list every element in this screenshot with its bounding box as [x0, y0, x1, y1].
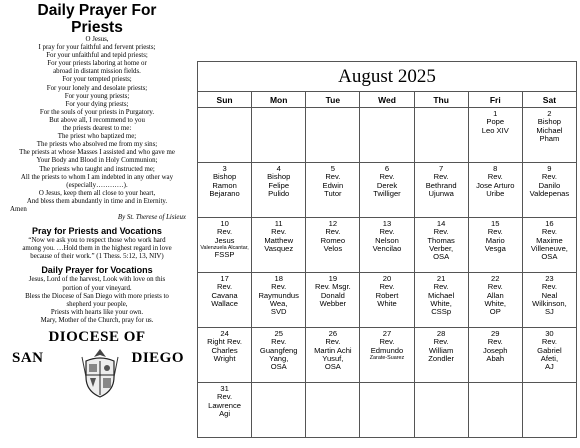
weekday-header: Wed [360, 92, 414, 108]
day-cell [414, 218, 468, 273]
priest-name-line: Bishop [212, 172, 237, 182]
priest-name-line: Rev. [487, 337, 503, 347]
day-number: 7 [439, 164, 444, 173]
weekday-header: Thu [414, 92, 468, 108]
priest-name-line: Rev. [433, 337, 449, 347]
priest-name-line: Derek [376, 180, 398, 190]
calendar-week-row [198, 383, 577, 438]
empty-day-cell [360, 383, 414, 438]
calendar [197, 61, 577, 445]
priest-name-line: CSSp [431, 307, 452, 317]
daily-vocations-line: portion of your vineyard. [62, 284, 132, 292]
day-number: 3 [222, 164, 227, 173]
priest-name-line: Danilo [538, 180, 561, 190]
weekday-header: Sat [522, 92, 576, 108]
daily-vocations-line: Bless the Diocese of San Diego with more priests to [25, 292, 169, 300]
priest-name-line: Bejarano [209, 188, 240, 198]
daily-vocations-heading: Daily Prayer for Vocations [41, 265, 153, 276]
day-cell [468, 328, 522, 383]
calendar-week-row [198, 163, 577, 218]
priest-name-small-line: Valenzuela Alcantar, [200, 244, 249, 251]
day-number: 30 [545, 329, 554, 338]
calendar-grid [197, 61, 577, 438]
weekday-header: Sun [198, 92, 252, 108]
day-number: 31 [220, 384, 229, 393]
day-cell [252, 328, 306, 383]
diocese-seal-icon [78, 347, 122, 399]
priest-name-line: Twilliger [373, 188, 401, 198]
prayer-line: The priests who taught and instructed me; [39, 165, 155, 173]
weekday-header: Tue [306, 92, 360, 108]
priest-name-line: OSA [541, 252, 558, 262]
priest-name-line: Bishop [537, 117, 562, 127]
priest-name-line: Rev. [541, 227, 557, 237]
day-cell [198, 218, 252, 273]
day-cell [198, 328, 252, 383]
prayer-line: the priests dearest to me: [62, 125, 132, 133]
day-cell [468, 163, 522, 218]
priest-name-line: Rev. [433, 227, 449, 237]
priest-name-line: Rev. [325, 227, 341, 237]
priest-name-line: Rev. [217, 282, 233, 292]
empty-day-cell [252, 383, 306, 438]
priest-name-line: Jesus [214, 235, 235, 245]
diocese-logo-left: SAN [12, 350, 44, 366]
day-cell [360, 163, 414, 218]
priest-name-line: Yusuf, [322, 353, 344, 363]
priest-name-line: Rev. [271, 282, 287, 292]
prayer-title-line2: Priests [71, 19, 123, 36]
day-cell [306, 218, 360, 273]
priest-name-line: Martin Achi [314, 345, 352, 355]
prayer-line: The priests who absolved me from my sins; [36, 141, 158, 149]
priest-name-line: Bethrand [425, 180, 457, 190]
priest-name-line: Neal [541, 290, 558, 300]
priest-name-line: Michael [536, 125, 563, 135]
priest-name-line: Gabriel [537, 345, 562, 355]
priest-name-line: Vasquez [264, 243, 294, 253]
day-number: 6 [384, 164, 390, 173]
priest-name-line: Thomas [427, 235, 455, 245]
empty-day-cell [252, 108, 306, 163]
daily-vocations-line: shepherd your people, [66, 300, 128, 308]
priest-name-line: Ujunwa [428, 188, 454, 198]
empty-day-cell [414, 108, 468, 163]
priest-name-line: Rev. [433, 282, 449, 292]
empty-day-cell [360, 108, 414, 163]
day-number: 29 [491, 329, 500, 338]
prayer-line: Your Body and Blood in Holy Communion; [36, 157, 158, 165]
priests-prayer-text [2, 36, 192, 222]
day-number: 11 [274, 219, 283, 228]
priest-name-line: White, [484, 298, 507, 308]
priest-name-line: Right Rev. [207, 337, 243, 347]
priest-name-line: Tutor [324, 188, 342, 198]
priest-name-line: Agi [219, 408, 231, 418]
priest-name-line: FSSP [214, 249, 235, 259]
prayer-line: The priest who baptized me; [57, 133, 137, 141]
priest-name-line: Mario [485, 235, 505, 245]
priest-name-line: Rev. [325, 172, 341, 182]
day-cell [198, 383, 252, 438]
day-number: 18 [274, 274, 283, 283]
day-number: 12 [328, 219, 338, 228]
priest-name-line: Yang, [269, 353, 289, 363]
day-cell [252, 273, 306, 328]
weekday-header: Mon [252, 92, 306, 108]
day-number: 26 [328, 329, 338, 338]
daily-vocations-line: Jesus, Lord of the harvest, Look with love on this [28, 276, 166, 284]
priest-name-small-line: Zarate-Suarez [369, 354, 405, 361]
priest-name-line: Valdepenas [529, 188, 570, 198]
priest-name-line: Rev. [271, 227, 287, 237]
prayer-line: For the souls of your priests in Purgatory. [39, 108, 155, 116]
prayer-line: For your lonely and desolate priests; [46, 84, 148, 92]
priest-name-line: Webber [319, 298, 347, 308]
priest-name-line: Bishop [267, 172, 291, 182]
priest-name-line: Edwin [322, 180, 344, 190]
priest-name-line: Donald [320, 290, 345, 300]
daily-vocations-line: Priests with hearts like your own. [50, 308, 144, 316]
day-cell [522, 273, 576, 328]
empty-day-cell [468, 383, 522, 438]
priest-name-line: William [428, 345, 454, 355]
day-cell [198, 163, 252, 218]
priest-name-line: Uribe [486, 188, 505, 198]
prayer-line: For your tempted priests; [62, 76, 132, 84]
prayer-line: I pray for your faithful and fervent priests; [38, 44, 156, 52]
day-number: 19 [328, 274, 338, 283]
priest-name-line: Rev. [379, 227, 395, 237]
prayer-line: All the priests to whom I am indebted in any other way [20, 173, 174, 181]
calendar-weeks [198, 108, 577, 438]
diocese-logo [2, 329, 192, 399]
priest-name-line: Pope [486, 117, 505, 127]
priest-name-line: Rev. [217, 392, 233, 402]
day-cell [414, 328, 468, 383]
daily-vocations-prayer [2, 276, 192, 325]
prayer-line: (especially…………). [66, 181, 128, 189]
priest-name-line: SJ [544, 307, 554, 317]
priest-name-line: Pham [539, 133, 560, 143]
vocations-line: because of their work.” (1 Thess. 5:12, 13, NIV) [30, 253, 164, 261]
priest-name-line: OSA [270, 362, 287, 372]
priest-name-line: Wallace [211, 298, 238, 308]
priest-name-line: Joseph [483, 345, 508, 355]
day-number: 21 [436, 274, 446, 283]
priest-name-line: Lawrence [208, 400, 242, 410]
prayer-attribution: By St. Therese of Lisieux [117, 214, 186, 222]
prayer-line: O Jesus, [85, 36, 109, 43]
empty-day-cell [522, 383, 576, 438]
day-cell [360, 273, 414, 328]
prayer-line: The priests at whose Masses I assisted and who gave me [19, 149, 175, 157]
diocese-logo-right: DIEGO [131, 350, 184, 366]
priest-name-line: Leo XIV [481, 125, 509, 135]
priest-name-line: Michael [428, 290, 455, 300]
priest-name-line: Robert [375, 290, 399, 300]
priest-name-line: Verber, [429, 243, 454, 253]
priest-name-line: Rev. [325, 337, 341, 347]
weekday-header: Fri [468, 92, 522, 108]
priest-name-line: Guangfeng [259, 345, 298, 355]
day-number: 24 [220, 329, 229, 338]
day-number: 13 [382, 219, 392, 228]
priest-name-line: Rev. [379, 282, 395, 292]
priest-name-line: Edmundo [370, 345, 404, 355]
day-number: 15 [491, 219, 500, 228]
day-number: 2 [547, 109, 552, 118]
priest-name-line: Afeti, [540, 353, 559, 363]
priest-name-line: Rev. [487, 172, 503, 182]
day-cell [252, 218, 306, 273]
priest-name-line: Wilkinson, [532, 298, 567, 308]
day-number: 25 [274, 329, 283, 338]
day-cell [360, 218, 414, 273]
day-cell [468, 218, 522, 273]
day-number: 23 [545, 274, 554, 283]
priest-name-line: OSA [433, 252, 450, 262]
calendar-week-row [198, 328, 577, 383]
vocations-line: “Now we ask you to respect those who work hard [28, 237, 166, 245]
priest-name-line: Romeo [320, 235, 346, 245]
priest-name-line: Vesga [484, 243, 506, 253]
priest-name-line: Rev. [379, 172, 395, 182]
priest-name-line: Velos [323, 243, 343, 253]
day-number: 28 [436, 329, 446, 338]
day-number: 1 [493, 109, 498, 118]
day-cell [468, 108, 522, 163]
day-number: 5 [330, 164, 335, 173]
empty-day-cell [198, 108, 252, 163]
prayer-amen: Amen [10, 205, 27, 213]
day-number: 9 [547, 164, 552, 173]
priest-name-line: OP [489, 307, 501, 317]
daily-vocations-line: Mary, Mother of the Church, pray for us. [40, 316, 154, 324]
priest-name-line: Cavana [211, 290, 238, 300]
prayer-line: But above all, I recommend to you [49, 116, 145, 124]
priest-name-line: Nelson [375, 235, 399, 245]
priest-name-line: Wright [213, 353, 236, 363]
empty-day-cell [306, 383, 360, 438]
priest-name-line: AJ [544, 362, 554, 372]
priest-name-line: Allan [486, 290, 504, 300]
day-number: 8 [493, 164, 498, 173]
day-number: 16 [545, 219, 554, 228]
prayer-line: For your young priests; [64, 92, 130, 100]
day-cell [306, 328, 360, 383]
priest-name-line: Felipe [268, 180, 290, 190]
day-number: 10 [220, 219, 229, 228]
day-cell [414, 163, 468, 218]
day-cell [306, 163, 360, 218]
priest-name-line: Wea, [269, 298, 288, 308]
calendar-week-row [198, 273, 577, 328]
weekday-header-row [198, 92, 577, 108]
priest-name-line: Raymundus [258, 290, 299, 300]
prayer-title-line1: Daily Prayer For [37, 2, 157, 19]
prayer-line: For your priests laboring at home or [47, 60, 147, 68]
priest-name-line: OSA [324, 362, 341, 372]
priest-name-line: Rev. [487, 282, 503, 292]
priest-name-line: Rev. [433, 172, 449, 182]
left-panel [2, 2, 192, 446]
priest-name-line: Jose Arturo [476, 180, 515, 190]
prayer-line: abroad in distant mission fields. [53, 68, 141, 76]
day-cell [252, 163, 306, 218]
day-number: 17 [220, 274, 229, 283]
day-number: 27 [382, 329, 392, 338]
day-number: 22 [491, 274, 500, 283]
priest-name-line: Rev. [487, 227, 503, 237]
month-title: August 2025 [198, 62, 577, 92]
day-cell [306, 273, 360, 328]
diocese-logo-top: DIOCESE OF [48, 329, 146, 345]
priest-name-line: Zondler [428, 353, 454, 363]
priest-name-line: Rev. [541, 337, 557, 347]
vocations-scripture [2, 237, 192, 261]
priest-name-line: Rev. Msgr. [314, 282, 351, 292]
priest-name-line: Rev. [217, 227, 233, 237]
priest-name-line: Rev. [271, 337, 287, 347]
priest-name-line: Vencilao [372, 243, 402, 253]
calendar-week-row [198, 218, 577, 273]
priest-name-line: Rev. [379, 337, 395, 347]
day-cell [468, 273, 522, 328]
prayer-line: O Jesus, keep them all close to your heart, [38, 189, 156, 197]
day-cell [522, 163, 576, 218]
day-cell [198, 273, 252, 328]
priest-name-line: SVD [270, 307, 287, 317]
priest-name-line: Maxime [536, 235, 563, 245]
day-number: 4 [276, 164, 281, 173]
empty-day-cell [414, 383, 468, 438]
priest-name-line: White [377, 298, 397, 308]
prayer-line: And bless them abundantly in time and in Eternity. [26, 197, 168, 205]
day-number: 14 [436, 219, 446, 228]
vocations-heading: Pray for Priests and Vocations [32, 226, 162, 237]
vocations-line: among you. …Hold them in the highest regard in love [22, 245, 172, 253]
priest-name-line: White, [430, 298, 452, 308]
priest-name-line: Ramon [212, 180, 237, 190]
priest-name-line: Charles [211, 345, 238, 355]
priest-name-line: Pulido [268, 188, 290, 198]
day-cell [360, 328, 414, 383]
priest-name-line: Villeneuve, [530, 243, 568, 253]
day-cell [522, 218, 576, 273]
day-cell [522, 328, 576, 383]
priest-name-line: Rev. [541, 172, 557, 182]
prayer-line: For your dying priests; [65, 100, 129, 108]
prayer-line: For your unfaithful and tepid priests; [46, 52, 148, 60]
calendar-week-row [198, 108, 577, 163]
priest-name-line: Rev. [541, 282, 557, 292]
day-cell [522, 108, 576, 163]
priest-name-line: Abah [486, 353, 505, 363]
empty-day-cell [306, 108, 360, 163]
day-cell [414, 273, 468, 328]
priest-name-line: Matthew [264, 235, 294, 245]
day-number: 20 [382, 274, 392, 283]
